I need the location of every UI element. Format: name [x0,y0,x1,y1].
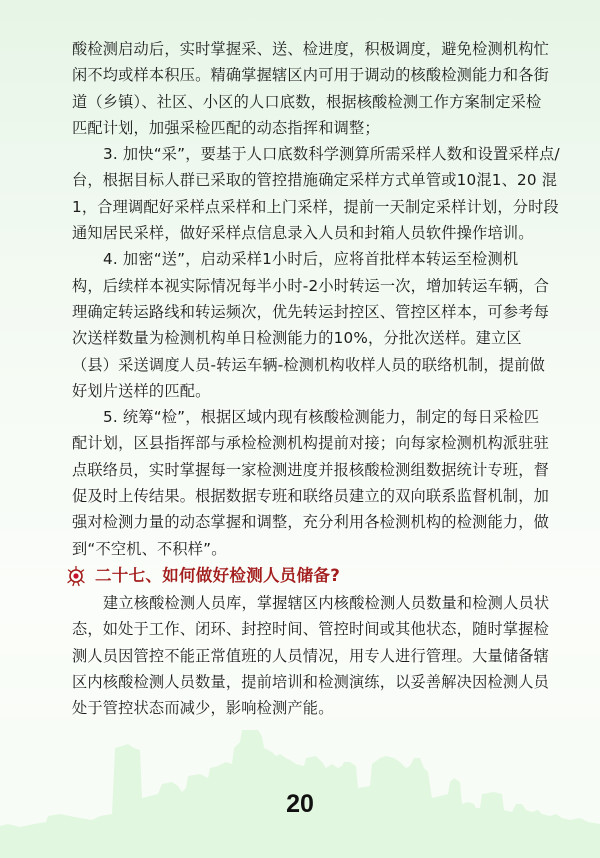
text-line: 1，合理调配好采样点采样和上门采样，提前一天制定采样计划，分时段 [72,197,559,216]
paragraph-continued [72,36,550,141]
text-line: 3. 加快“采”，要基于人口底数科学测算所需采样人数和设置采样点/ [103,145,560,164]
text-line: 到“不空机、不积样”。 [72,539,227,558]
section-paragraph [72,590,550,721]
body-text [72,36,560,721]
paragraph-item-3 [72,141,560,246]
text-line: 通知居民采样，做好采样点信息录入人员和封箱人员软件操作培训。 [72,224,534,243]
text-line: 4. 加密“送”，启动采样1小时后，应将首批样本转运至检测机 [103,250,519,269]
text-line: （县）采送调度人员-转运车辆-检测机构收样人员的联络机制，提前做 [72,355,545,374]
text-line: 点联络员，实时掌握每一家检测进度并报核酸检测组数据统计专班，督 [72,460,550,479]
text-line: 好划片送样的匹配。 [72,381,211,400]
text-line: 区内核酸检测人员数量，提前培训和检测演练，以妥善解决因检测人员 [72,672,550,691]
page-number: 20 [286,790,314,818]
section-heading-text: 二十七、如何做好检测人员储备? [95,566,341,586]
text-line: 台，根据目标人群已采取的管控措施确定采样方式单管或10混1、20 混 [72,171,558,190]
text-line: 配计划，区县指挥部与承检检测机构提前对接；向每家检测机构派驻驻 [72,434,550,453]
text-line: 测人员因管控不能正常值班的人员情况，用专人进行管理。大量储备辖 [72,646,550,665]
text-line: 理确定转运路线和转运频次，优先转运封控区、管控区样本，可参考每 [72,302,550,321]
section-heading [72,563,532,590]
text-line: 次送样数量为检测机构单日检测能力的10%，分批次送样。建立区 [72,329,522,348]
text-line: 促及时上传结果。根据数据专班和联络员建立的双向联系监督机制，加 [72,487,550,506]
paragraph-item-4 [72,246,550,404]
text-line: 建立核酸检测人员库，掌握辖区内核酸检测人员数量和检测人员状 [103,593,550,612]
text-line: 匹配计划，加强采检匹配的动态指挥和调整； [72,118,380,137]
text-line: 闲不均或样本积压。精确掌握辖区内可用于调动的核酸检测能力和各街 [72,66,550,85]
target-sun-icon [65,565,87,587]
paragraph-item-5 [72,404,550,562]
text-line: 态，如处于工作、闭环、封控时间、管控时间或其他状态，随时掌握检 [72,620,550,639]
text-line: 构，后续样本视实际情况每半小时-2小时转运一次，增加转运车辆，合 [72,276,550,295]
text-line: 处于管控状态而减少，影响检测产能。 [72,699,334,718]
text-line: 酸检测启动后，实时掌握采、送、检进度，积极调度，避免检测机构忙 [72,40,550,58]
text-line: 道（乡镇）、社区、小区的人口底数，根据核酸检测工作方案制定采检 [72,92,542,111]
text-line: 5. 统筹“检”，根据区域内现有核酸检测能力，制定的每日采检匹 [103,408,540,427]
text-line: 强对检测力量的动态掌握和调整，充分利用各检测机构的检测能力，做 [72,513,550,532]
